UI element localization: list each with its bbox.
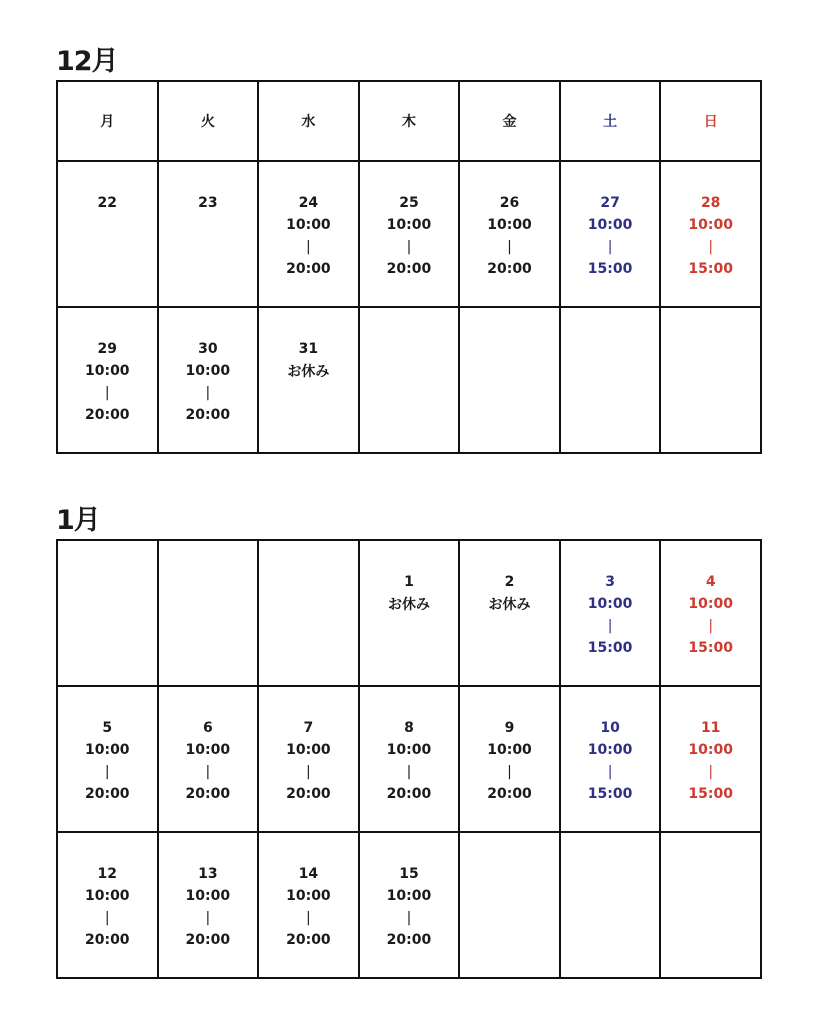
- open-time: 10:00: [286, 217, 331, 233]
- day-cell: [359, 161, 460, 307]
- open-time: 10:00: [84, 888, 130, 904]
- open-time: 10:00: [587, 742, 633, 758]
- day-cell: [459, 686, 560, 832]
- day-number: 28: [700, 195, 721, 211]
- open-time: 10:00: [185, 888, 231, 904]
- close-time: 20:00: [185, 407, 231, 423]
- day-cell: [359, 686, 460, 832]
- january-table: [56, 539, 762, 979]
- week-row: [57, 540, 761, 686]
- close-time: 20:00: [487, 786, 532, 802]
- day-cell: [359, 832, 460, 978]
- time-separator: |: [708, 239, 714, 255]
- day-number: 26: [499, 195, 520, 211]
- january-calendar: [56, 503, 762, 979]
- open-time: 10:00: [84, 363, 130, 379]
- time-separator: |: [205, 764, 211, 780]
- weekday-header: 金: [459, 81, 560, 161]
- january-weeks: [57, 540, 761, 978]
- close-time: 20:00: [386, 786, 432, 802]
- time-separator: |: [406, 764, 412, 780]
- weekday-header-row: [57, 81, 761, 161]
- close-time: 20:00: [84, 786, 130, 802]
- day-cell: [459, 161, 560, 307]
- time-separator: |: [406, 910, 412, 926]
- time-separator: |: [205, 910, 211, 926]
- day-number: 6: [202, 720, 213, 736]
- weekday-header: 木: [359, 81, 460, 161]
- day-number: 9: [504, 720, 515, 736]
- day-number: 25: [399, 195, 419, 211]
- open-time: 10:00: [487, 217, 532, 233]
- close-time: 15:00: [688, 261, 733, 277]
- day-cell: [57, 686, 158, 832]
- empty-cell: [560, 832, 661, 978]
- day-cell: [258, 307, 359, 453]
- close-time: 15:00: [688, 786, 733, 802]
- day-number: 30: [198, 341, 218, 357]
- day-number: 23: [198, 195, 218, 211]
- close-time: 20:00: [487, 261, 532, 277]
- empty-cell: [258, 540, 359, 686]
- time-separator: |: [507, 239, 512, 255]
- empty-cell: [459, 832, 560, 978]
- open-time: 10:00: [587, 596, 633, 612]
- open-time: 10:00: [84, 742, 130, 758]
- time-separator: |: [104, 764, 110, 780]
- weekday-header: 日: [660, 81, 761, 161]
- day-cell: [158, 307, 259, 453]
- week-row: [57, 686, 761, 832]
- time-separator: |: [306, 910, 311, 926]
- day-cell: [158, 161, 259, 307]
- empty-cell: [459, 307, 560, 453]
- day-number: 3: [605, 574, 615, 590]
- weekday-header: 土: [560, 81, 661, 161]
- day-number: 4: [705, 574, 716, 590]
- time-separator: |: [607, 618, 613, 634]
- time-separator: |: [406, 239, 412, 255]
- day-cell: [57, 161, 158, 307]
- close-time: 20:00: [84, 932, 130, 948]
- weekday-header: 月: [57, 81, 158, 161]
- open-time: 10:00: [688, 742, 733, 758]
- empty-cell: [660, 307, 761, 453]
- open-time: 10:00: [587, 217, 633, 233]
- closed-label: お休み: [387, 597, 430, 613]
- day-number: 29: [97, 341, 118, 357]
- time-separator: |: [607, 764, 613, 780]
- empty-cell: [560, 307, 661, 453]
- day-number: 2: [504, 574, 515, 590]
- close-time: 20:00: [286, 932, 331, 948]
- open-time: 10:00: [386, 742, 432, 758]
- close-time: 15:00: [587, 640, 633, 656]
- day-number: 7: [303, 720, 314, 736]
- day-cell: [158, 832, 259, 978]
- empty-cell: [57, 540, 158, 686]
- day-cell: [258, 161, 359, 307]
- close-time: 15:00: [587, 786, 633, 802]
- day-cell: [660, 161, 761, 307]
- empty-cell: [359, 307, 460, 453]
- close-time: 20:00: [386, 932, 432, 948]
- day-number: 11: [700, 720, 721, 736]
- day-number: 22: [97, 195, 118, 211]
- close-time: 20:00: [386, 261, 432, 277]
- day-cell: [560, 161, 661, 307]
- weekday-header: 火: [158, 81, 259, 161]
- day-cell: [459, 540, 560, 686]
- day-cell: [158, 686, 259, 832]
- january-title: 1月: [56, 505, 100, 536]
- day-number: 15: [399, 866, 419, 882]
- closed-label: お休み: [287, 364, 330, 380]
- close-time: 20:00: [185, 932, 231, 948]
- week-row: [57, 832, 761, 978]
- time-separator: |: [507, 764, 512, 780]
- day-number: 1: [404, 574, 414, 590]
- open-time: 10:00: [386, 888, 432, 904]
- december-table: [56, 80, 762, 454]
- open-time: 10:00: [185, 363, 231, 379]
- close-time: 15:00: [587, 261, 633, 277]
- week-row: [57, 161, 761, 307]
- day-number: 31: [298, 341, 319, 357]
- time-separator: |: [104, 910, 110, 926]
- open-time: 10:00: [185, 742, 231, 758]
- time-separator: |: [104, 385, 110, 401]
- day-cell: [258, 832, 359, 978]
- weekday-header: 水: [258, 81, 359, 161]
- time-separator: |: [306, 764, 311, 780]
- open-time: 10:00: [688, 596, 733, 612]
- open-time: 10:00: [688, 217, 733, 233]
- day-cell: [560, 686, 661, 832]
- close-time: 15:00: [688, 640, 733, 656]
- close-time: 20:00: [286, 786, 331, 802]
- close-time: 20:00: [286, 261, 331, 277]
- empty-cell: [660, 832, 761, 978]
- day-cell: [258, 686, 359, 832]
- close-time: 20:00: [185, 786, 231, 802]
- december-weeks: [57, 161, 761, 453]
- day-number: 8: [404, 720, 414, 736]
- day-cell: [57, 832, 158, 978]
- open-time: 10:00: [286, 888, 331, 904]
- open-time: 10:00: [286, 742, 331, 758]
- closed-label: お休み: [488, 597, 531, 613]
- time-separator: |: [306, 239, 311, 255]
- week-row: [57, 307, 761, 453]
- day-number: 12: [97, 866, 118, 882]
- open-time: 10:00: [487, 742, 532, 758]
- day-number: 13: [198, 866, 218, 882]
- day-number: 24: [298, 195, 319, 211]
- time-separator: |: [708, 764, 714, 780]
- day-number: 14: [298, 866, 319, 882]
- day-cell: [57, 307, 158, 453]
- open-time: 10:00: [386, 217, 432, 233]
- december-calendar: [56, 44, 762, 454]
- day-number: 5: [102, 720, 113, 736]
- time-separator: |: [607, 239, 613, 255]
- day-cell: [660, 540, 761, 686]
- day-cell: [359, 540, 460, 686]
- close-time: 20:00: [84, 407, 130, 423]
- time-separator: |: [205, 385, 211, 401]
- december-title: 12月: [56, 46, 118, 77]
- time-separator: |: [708, 618, 714, 634]
- day-number: 27: [600, 195, 620, 211]
- empty-cell: [158, 540, 259, 686]
- day-number: 10: [600, 720, 620, 736]
- day-cell: [560, 540, 661, 686]
- day-cell: [660, 686, 761, 832]
